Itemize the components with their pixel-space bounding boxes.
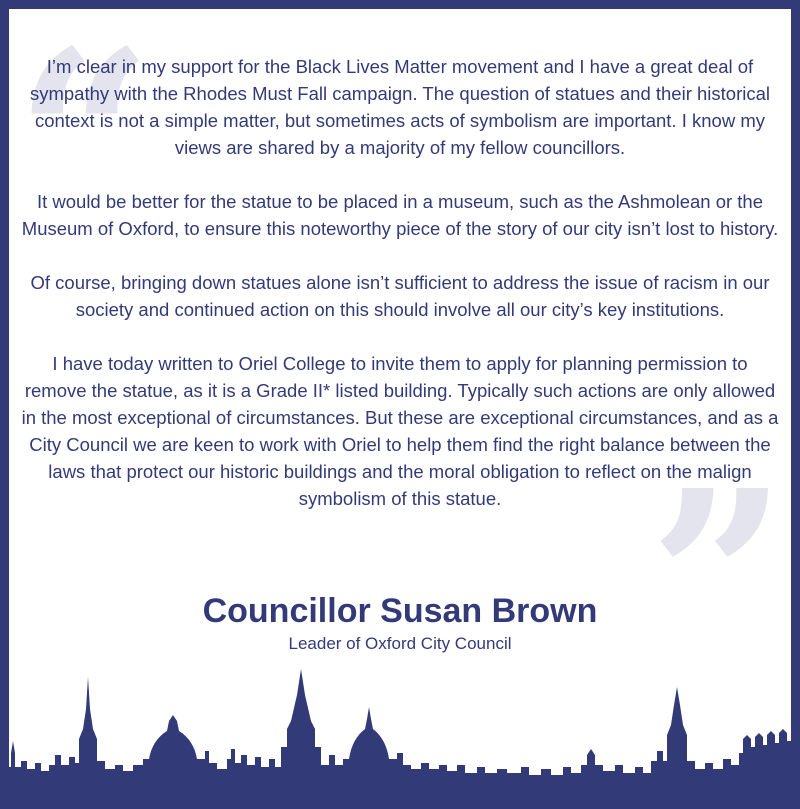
- speaker-role: Leader of Oxford City Council: [288, 634, 512, 653]
- quote-paragraph: It would be better for the statue to be placed in a museum, such as the Ashmolean or the Museum of Oxford, to ensure this noteworthy piece of the story of our city isn’t lost to history.: [21, 191, 779, 239]
- quote-text: [21, 53, 779, 512]
- close-quote-icon: ”: [649, 438, 788, 720]
- quote-paragraph: Of course, bringing down statues alone isn’t sufficient to address the issue of racism in our society and continued action on this should involve all our city’s key institutions.: [30, 272, 770, 320]
- oxford-skyline-icon: [0, 669, 791, 809]
- quote-paragraph: I’m clear in my support for the Black Lives Matter movement and I have a great deal of sympathy with the Rhodes Must Fall campaign. The question of statues and their historical context is not a simple matter, but sometimes acts of symbolism are important. I know my views are shared by a majority of my fellow councillors.: [29, 56, 771, 158]
- open-quote-icon: “: [15, 9, 154, 280]
- speaker-name: Councillor Susan Brown: [202, 592, 598, 630]
- quote-paragraph: I have today written to Oriel College to invite them to apply for planning permission to remove the statue, as it is a Grade II* listed building. Typically such actions are only allowed in the most exceptional of circumstances. But these are exceptional circumstances, and as a City Council we are keen to work with Oriel to help them find the right balance between the laws that protect our historic buildings and the moral obligation to reflect on the malign symbolism of this statue.: [21, 353, 779, 509]
